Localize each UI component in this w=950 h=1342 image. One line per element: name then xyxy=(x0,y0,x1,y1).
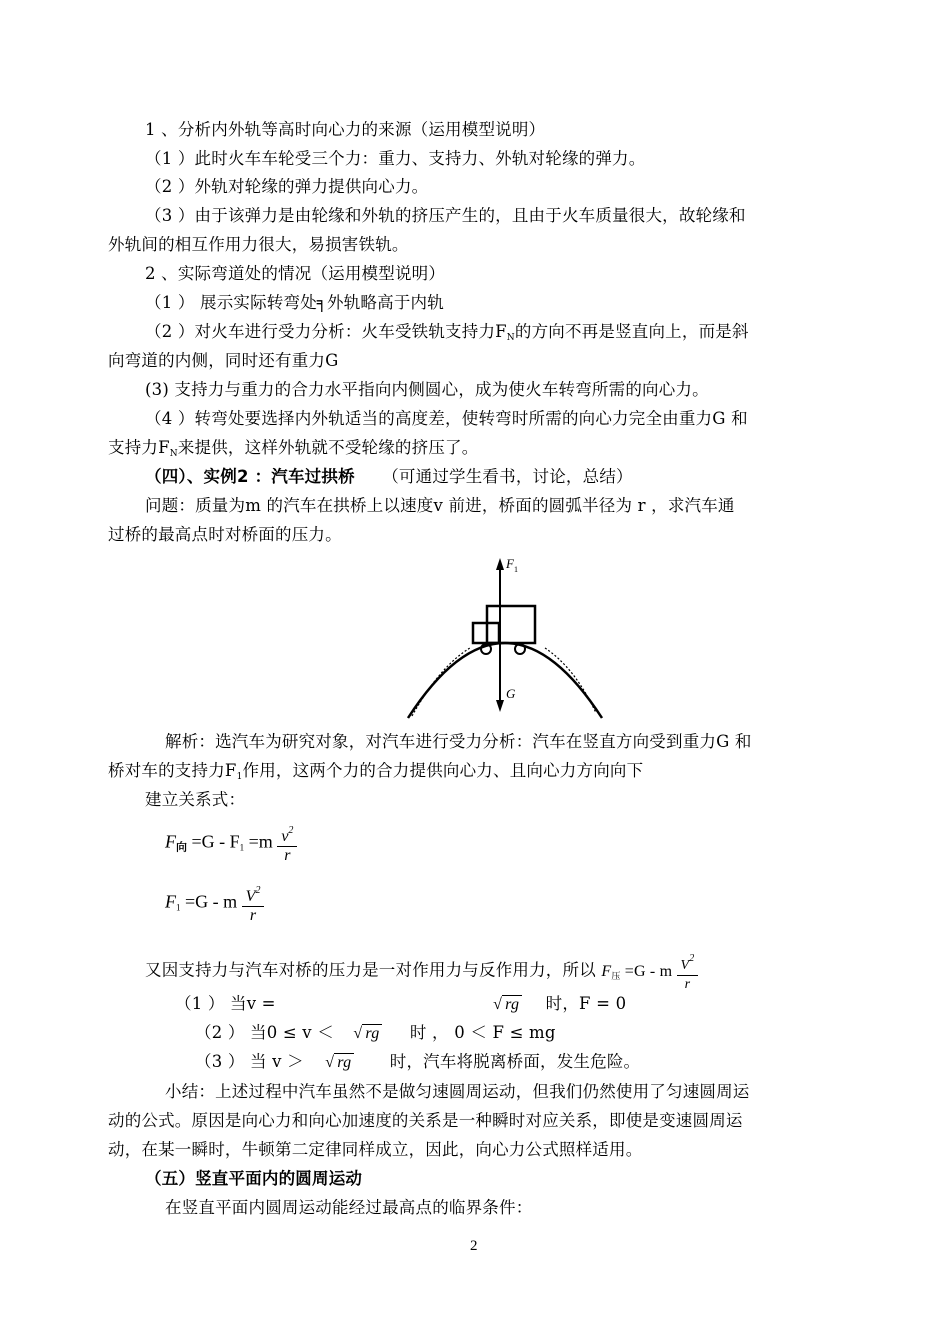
text-run: （1 ） 当v = xyxy=(175,994,276,1013)
paragraph-line: 外轨间的相互作用力很大，易损害铁轨。 xyxy=(108,235,409,254)
formula-part: =G - F xyxy=(191,831,240,852)
paragraph-line xyxy=(145,950,698,994)
formula-support-force xyxy=(165,882,264,925)
bridge-shading xyxy=(545,648,596,713)
text-run: （2 ）对火车进行受力分析：火车受铁轨支持力F xyxy=(145,322,507,341)
paragraph-line: 2 、实际弯道处的情况（运用模型说明） xyxy=(145,264,446,283)
formula-denominator: r xyxy=(249,907,257,924)
formula-part: F xyxy=(601,962,612,980)
paragraph-line: 动的公式。原因是向心力和向心加速度的关系是一种瞬时对应关系，即使是变速圆周运 xyxy=(108,1111,743,1130)
paragraph-line: （1 ）此时火车车轮受三个力：重力、支持力、外轨对轮缘的弹力。 xyxy=(145,149,646,168)
formula-numerator: v xyxy=(281,828,289,845)
text-run: 桥对车的支持力F xyxy=(108,761,237,780)
formula-part: =G - m xyxy=(185,891,238,912)
formula-numerator: V xyxy=(245,888,256,905)
heading-note: （可通过学生看书，讨论，总结） xyxy=(382,467,633,486)
text-run: 来提供，这样外轨就不受轮缘的挤压了。 xyxy=(177,438,479,457)
paragraph-line: （2 ）外轨对轮缘的弹力提供向心力。 xyxy=(145,177,429,196)
formula-sup: 2 xyxy=(689,953,695,964)
paragraph-line: 过桥的最高点时对桥面的压力。 xyxy=(108,525,342,544)
text-run: （3 ） 当 v ＞ xyxy=(195,1052,304,1071)
formula-sup: 2 xyxy=(288,825,294,836)
text-run: 时，汽车将脱离桥面，发生危险。 xyxy=(389,1052,641,1071)
paragraph-line xyxy=(108,438,478,464)
formula-denominator: r xyxy=(684,977,691,992)
force-arrow-down xyxy=(496,700,504,712)
paragraph-line: （3 ）由于该弹力是由轮缘和外轨的挤压产生的，且由于火车质量很大，故轮缘和 xyxy=(145,206,746,225)
text-run: 又因支持力与汽车对桥的压力是一对作用力与反作用力，所以 xyxy=(145,960,596,980)
text-run: 时，F = 0 xyxy=(545,994,627,1013)
subscript: N xyxy=(169,449,178,459)
paragraph-line: 向弯道的内侧，同时还有重力G xyxy=(108,351,339,370)
case-line xyxy=(195,1023,556,1044)
formula-sub: 1 xyxy=(176,902,181,913)
force-label-f1-sub: 1 xyxy=(514,565,518,574)
page-number: 2 xyxy=(470,1238,478,1254)
section-heading xyxy=(145,467,633,487)
car-body xyxy=(487,606,535,643)
subscript: 1 xyxy=(236,772,243,782)
force-label-f1: F xyxy=(506,556,514,571)
text-run: （2 ） 当0 ≤ v ＜ xyxy=(195,1023,334,1042)
formula-pressure xyxy=(601,953,698,992)
fraction xyxy=(277,822,297,865)
sqrt-rg: √ rg xyxy=(493,995,522,1015)
paragraph-line: 解析：选汽车为研究对象，对汽车进行受力分析：汽车在竖直方向受到重力G 和 xyxy=(165,732,752,751)
case-line xyxy=(175,994,626,1015)
sqrt-rg: √ rg xyxy=(325,1053,354,1073)
formula-sub: 压 xyxy=(611,970,621,981)
text-run: 支持力F xyxy=(108,438,170,457)
paragraph-line: 1 、分析内外轨等高时向心力的来源（运用模型说明） xyxy=(145,120,546,139)
paragraph-line: 小结：上述过程中汽车虽然不是做匀速圆周运动，但我们仍然使用了匀速圆周运 xyxy=(165,1082,750,1101)
paragraph-line: （1 ） 展示实际转弯处╕外轨略高于内轨 xyxy=(145,293,444,312)
paragraph-line: 在竖直平面内圆周运动能经过最高点的临界条件： xyxy=(165,1198,533,1217)
paragraph-line: （4 ）转弯处要选择内外轨适当的高度差，使转弯时所需的向心力完全由重力G 和 xyxy=(145,409,748,428)
text-run: 的方向不再是竖直向上，而是斜 xyxy=(514,322,749,341)
case-line xyxy=(195,1052,640,1073)
force-label-g: G xyxy=(506,686,516,701)
bridge-arc xyxy=(408,643,602,718)
formula-sub: 1 xyxy=(239,842,245,853)
sqrt-rg: √ rg xyxy=(353,1024,382,1044)
paragraph-line: 问题：质量为m 的汽车在拱桥上以速度v 前进，桥面的圆弧半径为 r ，求汽车通 xyxy=(145,496,735,515)
fraction xyxy=(242,882,265,925)
bridge-force-diagram xyxy=(400,548,610,723)
paragraph-line: (3) 支持力与重力的合力水平指向内侧圆心，成为使火车转弯所需的向心力。 xyxy=(145,380,709,399)
formula-net-force xyxy=(165,822,297,865)
paragraph-line: 动，在某一瞬时，牛顿第二定律同样成立，因此，向心力公式照样适用。 xyxy=(108,1140,643,1159)
formula-part: =G - m xyxy=(624,962,673,980)
paragraph-line: 建立关系式： xyxy=(145,790,246,809)
fraction xyxy=(677,950,699,994)
formula-sub: 向 xyxy=(176,840,187,854)
text-run: 时 ， 0 ＜ F ≤ mg xyxy=(409,1023,556,1042)
paragraph-line xyxy=(108,761,643,787)
formula-part: F xyxy=(165,831,176,852)
formula-numerator: V xyxy=(680,958,690,973)
formula-denominator: r xyxy=(284,847,291,864)
subscript: N xyxy=(506,333,515,343)
formula-part: F xyxy=(165,891,176,912)
formula-part: =m xyxy=(248,831,273,852)
section-heading: （五）竖直平面内的圆周运动 xyxy=(145,1169,363,1188)
text-run: 作用，这两个力的合力提供向心力、且向心力方向向下 xyxy=(242,761,644,780)
formula-sup: 2 xyxy=(255,885,261,896)
heading-text: （四）、实例2 ：汽车过拱桥 xyxy=(145,467,355,486)
force-arrow-up xyxy=(496,558,504,570)
paragraph-line xyxy=(145,322,749,348)
